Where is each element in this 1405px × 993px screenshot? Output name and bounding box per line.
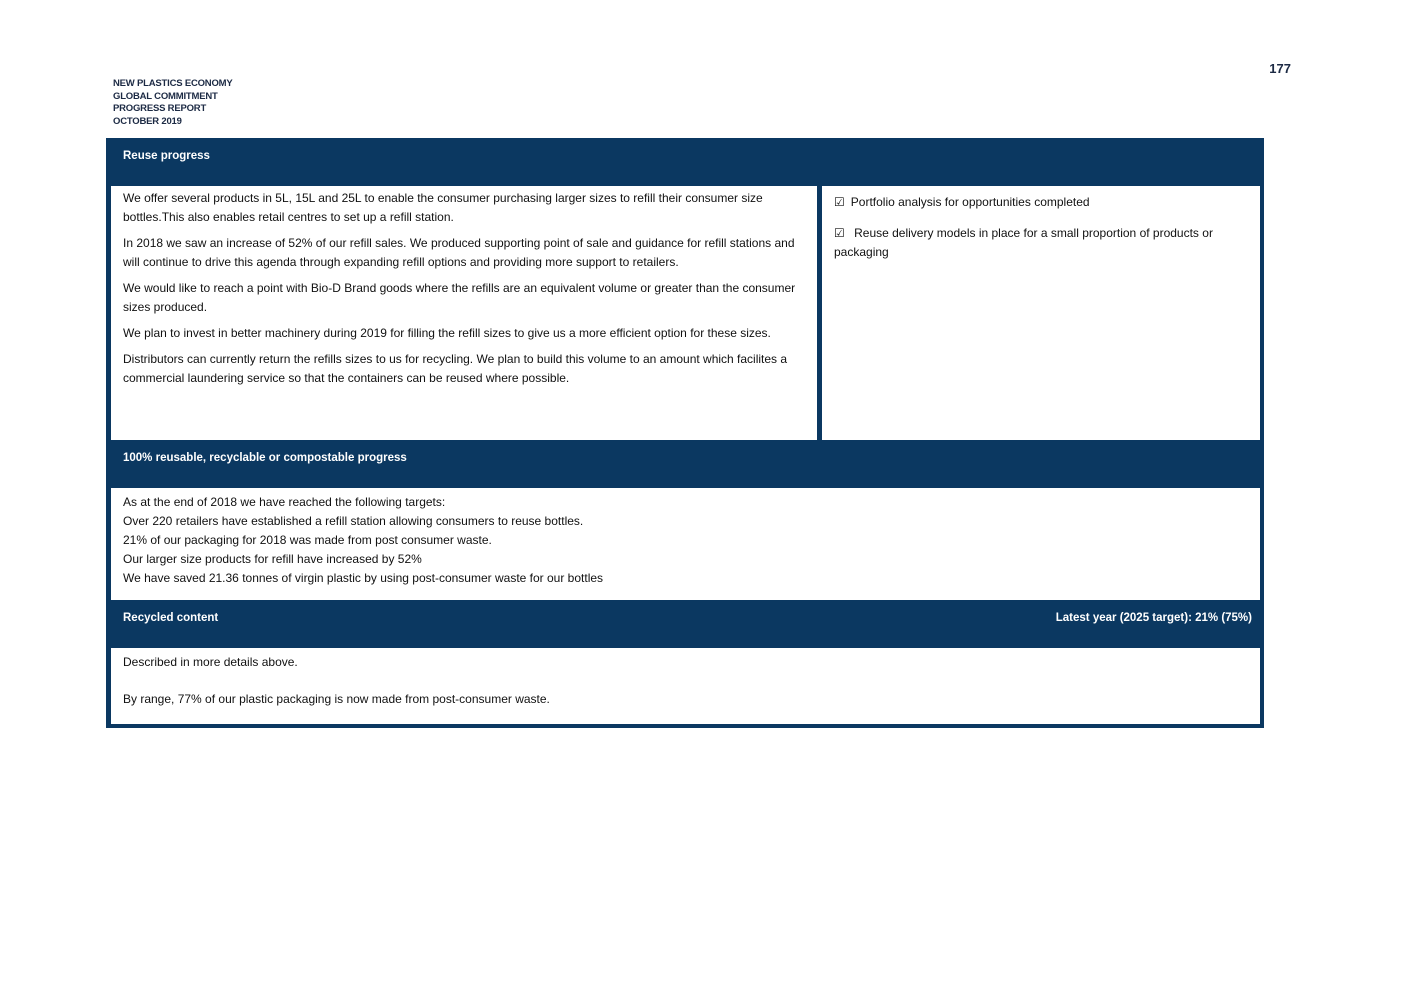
checklist-item-label: Portfolio analysis for opportunities completed: [850, 195, 1090, 209]
reuse-paragraph: Distributors can currently return the refills sizes to us for recycling. We plan to build this volume to an amount which facilites a commercial laundering service so that the containers can be reused where possible.: [123, 352, 788, 385]
reuse-section-header: [106, 138, 1264, 186]
reuse-section-title: Reuse progress: [123, 150, 210, 162]
checklist-item: [834, 224, 1250, 262]
recycled-line: Described in more details above.: [123, 655, 298, 669]
recycled-section-header: [106, 600, 1264, 648]
checkbox-checked-icon: ☑: [834, 195, 845, 209]
reuse-description-cell: [111, 186, 817, 440]
checklist-item-label: Reuse delivery models in place for a small proportion of products or packaging: [834, 226, 1213, 259]
recyclable-line: As at the end of 2018 we have reached the following targets:: [123, 495, 446, 509]
reuse-checklist-cell: [822, 186, 1260, 440]
progress-table: [106, 138, 1264, 728]
recyclable-cell: [111, 488, 1260, 600]
recycled-section-title: Recycled content: [123, 612, 219, 624]
header-line: PROGRESS REPORT: [113, 103, 207, 114]
header-line: OCTOBER 2019: [113, 115, 182, 127]
recyclable-line: 21% of our packaging for 2018 was made from post consumer waste.: [123, 533, 492, 547]
header-line: NEW PLASTICS ECONOMY: [113, 78, 233, 89]
checkbox-checked-icon: ☑: [834, 226, 845, 240]
reuse-paragraph: We would like to reach a point with Bio-D Brand goods where the refills are an equivalent volume or greater than the consumer sizes produced.: [123, 281, 796, 314]
recyclable-section-title: 100% reusable, recyclable or compostable progress: [123, 452, 407, 464]
reuse-paragraph: We offer several products in 5L, 15L and 25L to enable the consumer purchasing larger sizes to refill their consumer size bottles.This also enables retail centres to set up a refill station.: [123, 191, 763, 224]
reuse-paragraph: In 2018 we saw an increase of 52% of our refill sales. We produced supporting point of sale and guidance for refill stations and will continue to drive this agenda through expanding refill options and providing more support to retailers.: [123, 236, 795, 269]
checklist-item: [834, 193, 1250, 212]
recyclable-line: Our larger size products for refill have increased by 52%: [123, 552, 422, 566]
recyclable-section-header: [106, 440, 1264, 488]
document-header: [113, 78, 233, 128]
recyclable-line: We have saved 21.36 tonnes of virgin plastic by using post-consumer waste for our bottles: [123, 571, 604, 585]
recycled-line: By range, 77% of our plastic packaging is now made from post-consumer waste.: [123, 692, 550, 706]
header-line: GLOBAL COMMITMENT: [113, 90, 218, 102]
reuse-paragraph: We plan to invest in better machinery during 2019 for filling the refill sizes to give us a more efficient option for these sizes.: [123, 326, 771, 340]
recycled-target-label: Latest year (2025 target): 21% (75%): [1055, 612, 1252, 624]
page-number: 177: [1269, 61, 1291, 76]
recyclable-line: Over 220 retailers have established a refill station allowing consumers to reuse bottles.: [123, 514, 584, 528]
recycled-cell: [111, 648, 1260, 724]
